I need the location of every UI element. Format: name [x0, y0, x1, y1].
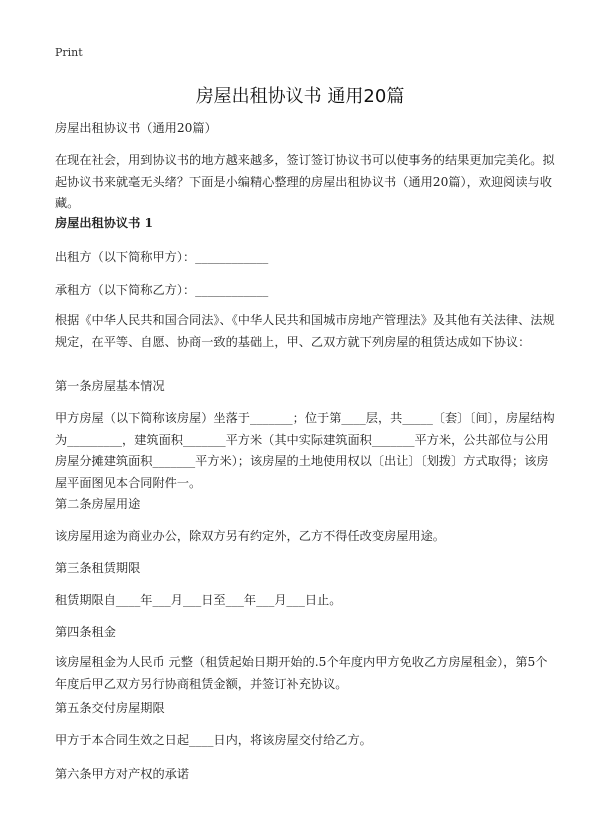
lessee-line: 承租方（以下简称乙方）：____________: [55, 283, 269, 297]
basis-paragraph: 根据《中华人民共和国合同法》、《中华人民共和国城市房地产管理法》及其他有关法律、法规规定，在平等、自愿、协商一致的基础上，甲、乙双方就下列房屋的租赁达成如下协议：: [55, 313, 555, 349]
article-1-title: 第一条房屋基本情况: [55, 379, 165, 393]
article-4-body: 该房屋租金为人民币 元整（租赁起始日期开始的.5个年度内甲方免收乙方房屋租金），第5个年度后甲乙双方另行协商租赁金额，并签订补充协议。: [55, 655, 548, 691]
article-2-body: 该房屋用途为商业办公，除双方另有约定外，乙方不得任改变房屋用途。: [55, 529, 445, 543]
article-3-body: 租赁期限自____年___月___日至___年___月___日止。: [55, 593, 342, 607]
lessor-line: 出租方（以下简称甲方）：____________: [55, 250, 269, 264]
article-4-title: 第四条租金: [55, 625, 116, 639]
article-6-title: 第六条甲方对产权的承诺: [55, 767, 190, 781]
document-subtitle: 房屋出租协议书（通用20篇）: [55, 121, 217, 135]
print-link[interactable]: Print: [55, 46, 83, 59]
section-heading: 房屋出租协议书 1: [55, 216, 154, 230]
article-5-body: 甲方于本合同生效之日起____日内，将该房屋交付给乙方。: [55, 733, 372, 747]
article-1-body: 甲方房屋（以下简称该房屋）坐落于_______；位于第____层，共_____〔套〕〔间〕，房屋结构为_________，建筑面积_______平方米（其中实际建筑面积_______平方米，公共部位与公用房屋分摊建筑面积_______平方米）；该房屋的土地使用权以〔出让〕〔划拨〕方式取得；该房屋平面图见本合同附件一。: [55, 411, 555, 490]
article-3-title: 第三条租赁期限: [55, 561, 141, 575]
intro-paragraph: 在现在社会，用到协议书的地方越来越多，签订签订协议书可以使事务的结果更加完美化。拟起协议书来就毫无头绪？下面是小编精心整理的房屋出租协议书（通用20篇），欢迎阅读与收藏。: [55, 153, 555, 210]
page-title: 房屋出租协议书 通用20篇: [195, 86, 405, 107]
article-5-title: 第五条交付房屋期限: [55, 701, 165, 715]
article-2-title: 第二条房屋用途: [55, 497, 141, 511]
